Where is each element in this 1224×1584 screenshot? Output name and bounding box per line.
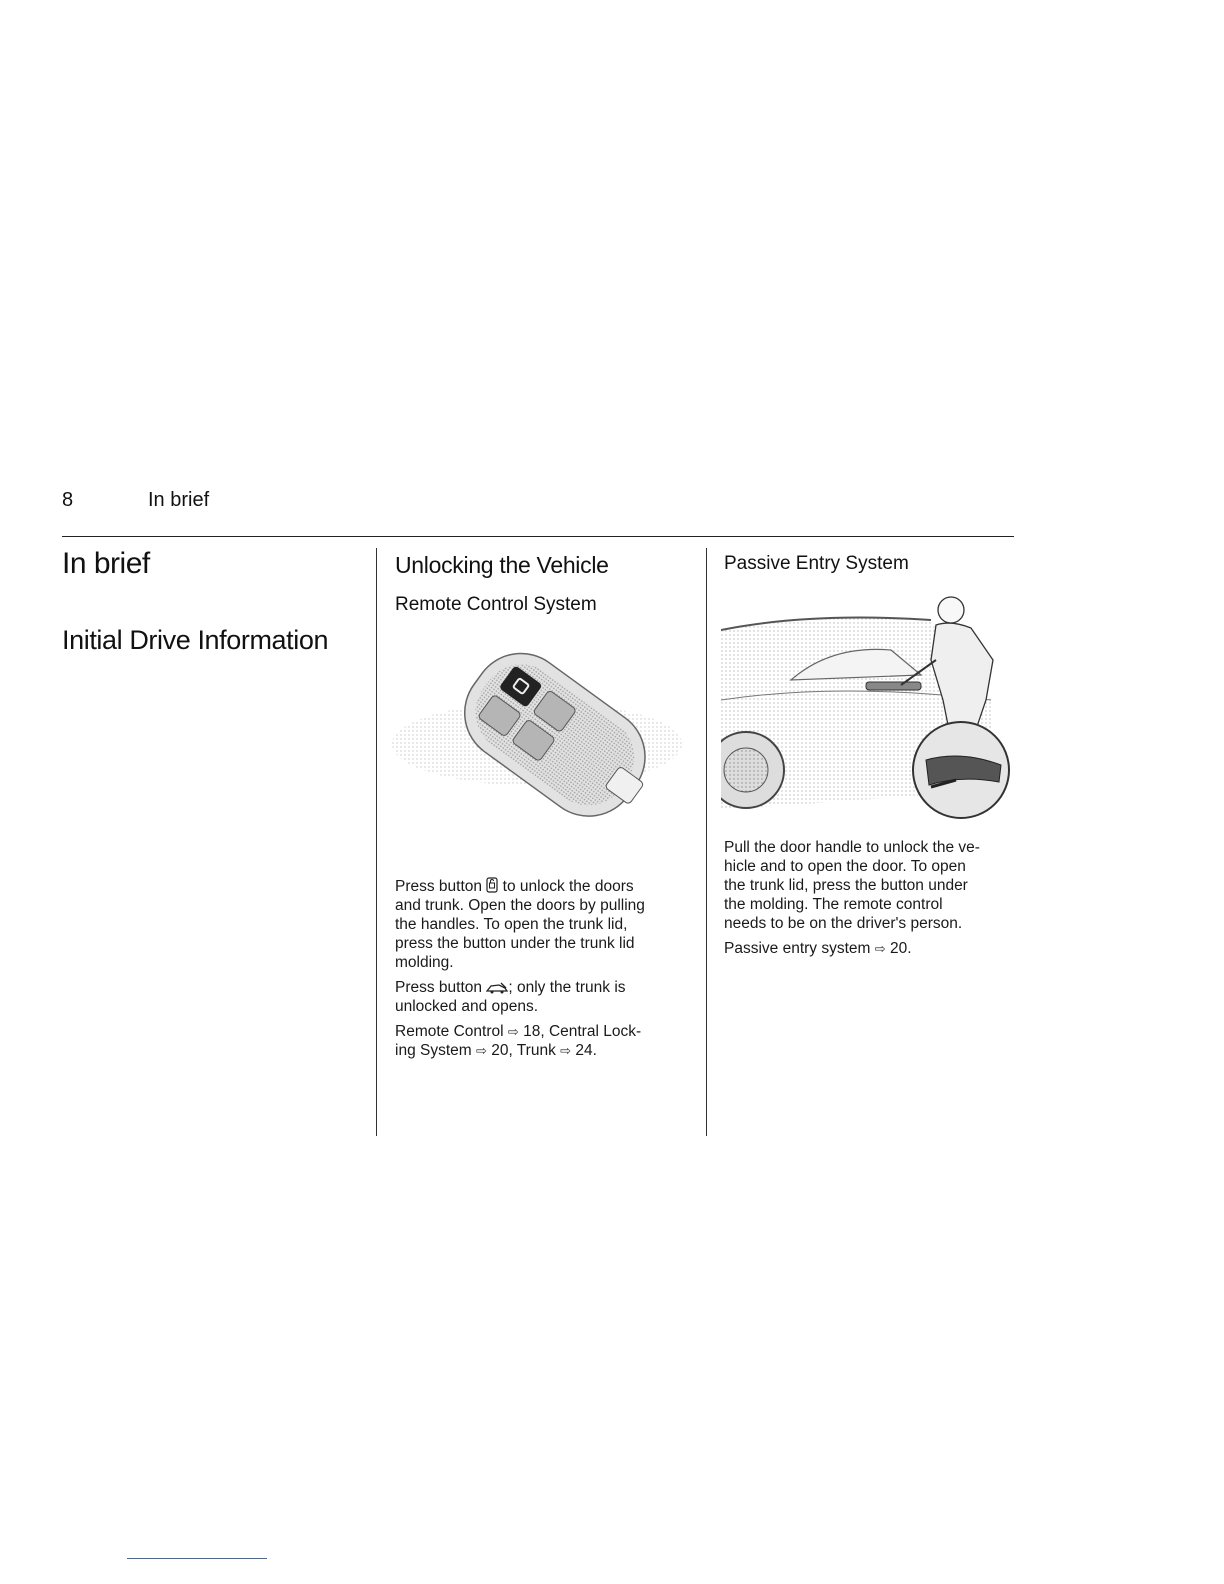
page-reference-link[interactable]: 18: [523, 1023, 541, 1040]
header-rule: [62, 536, 1014, 537]
arrow-reference-icon: ⇨: [874, 941, 886, 956]
text: Pull the door handle to unlock the ve-: [724, 839, 980, 856]
text: to unlock the doors: [498, 878, 634, 895]
text: press the button under the trunk lid: [395, 935, 635, 952]
text: the trunk lid, press the button under: [724, 877, 968, 894]
column-divider-2: [706, 548, 707, 1136]
arrow-reference-icon: ⇨: [475, 1043, 487, 1058]
remote-control-text: [395, 877, 695, 1066]
text: hicle and to open the door. To open: [724, 858, 966, 875]
remote-control-subheading: Remote Control System: [395, 594, 597, 615]
text: and trunk. Open the doors by pulling: [395, 897, 645, 914]
paragraph: [724, 939, 1024, 958]
passive-entry-heading: Passive Entry System: [724, 553, 909, 574]
text: unlocked and opens.: [395, 998, 539, 1015]
remote-key-fob-icon: [392, 634, 682, 856]
page-reference-link[interactable]: 20: [889, 940, 908, 957]
chapter-title: In brief: [62, 547, 150, 580]
text: .: [907, 940, 912, 957]
column-divider-1: [376, 548, 377, 1136]
text: ; only the trunk is: [508, 979, 626, 996]
paragraph: [724, 838, 1024, 933]
section-title: Initial Drive Information: [62, 625, 329, 655]
text: .: [592, 1042, 597, 1059]
page-number: 8: [62, 489, 74, 511]
arrow-reference-icon: ⇨: [507, 1024, 519, 1039]
text: the handles. To open the trunk lid,: [395, 916, 628, 933]
text: , Central Lock-: [540, 1023, 642, 1040]
paragraph: [395, 877, 695, 972]
text: Press button: [395, 878, 483, 895]
text: needs to be on the driver's person.: [724, 915, 963, 932]
paragraph: [395, 1022, 695, 1060]
passive-entry-car-illustration: [721, 590, 1017, 822]
footer-rule: [127, 1558, 267, 1559]
unlock-button-icon: [486, 877, 498, 893]
text: Press button: [395, 979, 483, 996]
arrow-reference-icon: ⇨: [560, 1043, 572, 1058]
text: the molding. The remote control: [724, 896, 943, 913]
text: Remote Control: [395, 1023, 504, 1040]
text: molding.: [395, 954, 454, 971]
passive-entry-text: [724, 838, 1024, 964]
trunk-button-icon: [486, 982, 508, 994]
text: Passive entry system: [724, 940, 871, 957]
text: ing System: [395, 1042, 472, 1059]
text: , Trunk: [508, 1042, 556, 1059]
running-head: In brief: [148, 489, 210, 511]
page-reference-link[interactable]: 20: [491, 1042, 509, 1059]
paragraph: [395, 978, 695, 1016]
page-reference-link[interactable]: 24: [575, 1042, 593, 1059]
unlocking-heading: Unlocking the Vehicle: [395, 552, 609, 578]
